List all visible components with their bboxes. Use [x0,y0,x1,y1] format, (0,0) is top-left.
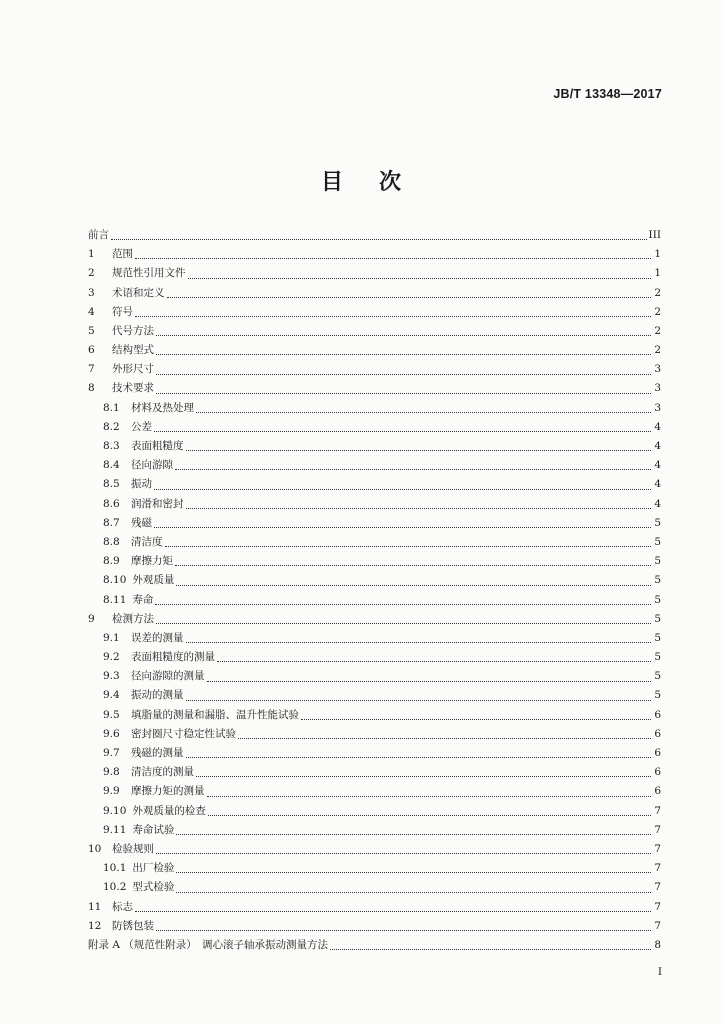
toc-dot-leader [154,527,651,528]
toc-entry-number: 8.7 [103,516,120,529]
toc-entry-page: 3 [654,382,661,395]
toc-entry[interactable] [88,687,661,706]
toc-entry-label: 术语和定义 [112,286,165,299]
toc-entry[interactable] [88,380,661,399]
toc-entry-label: 寿命 [132,593,154,606]
toc-entry-number: 10 [88,842,102,855]
toc-entry-page: 2 [654,305,661,318]
toc-entry[interactable] [88,514,661,533]
toc-dot-leader [176,585,651,586]
toc-entry-page: 3 [654,401,661,414]
toc-entry-page: 6 [654,727,661,740]
toc-dot-leader [208,815,651,816]
toc-entry[interactable] [88,706,661,725]
toc-entry-label: 外形尺寸 [112,363,154,376]
toc-entry[interactable] [88,533,661,552]
toc-entry-page: 7 [654,804,661,817]
toc-entry[interactable] [88,360,661,379]
toc-dot-leader [156,623,651,624]
toc-entry[interactable] [88,418,661,437]
toc-entry-number: 8.4 [103,459,120,472]
toc-entry-label: 清洁度的测量 [131,766,194,779]
toc-dot-leader [167,297,652,298]
toc-entry-page: 7 [654,862,661,875]
toc-entry-page: 4 [654,497,661,510]
toc-entry-label: 残磁的测量 [131,747,184,760]
toc-entry[interactable] [88,802,661,821]
toc-entry[interactable] [88,878,661,897]
toc-entry-page: 5 [654,651,661,664]
toc-entry-page: 7 [654,900,661,913]
toc-entry[interactable] [88,898,661,917]
toc-entry-number: 1 [88,248,95,261]
toc-entry-number: 11 [88,900,102,913]
toc-entry[interactable] [88,571,661,590]
toc-entry[interactable] [88,744,661,763]
toc-entry-number: 9.2 [103,651,120,664]
toc-entry[interactable] [88,591,661,610]
toc-entry-label: 范围 [112,248,133,261]
toc-entry-number: 9.1 [103,631,120,644]
toc-entry-number: 8.10 [103,574,127,587]
toc-dot-leader [135,911,651,912]
toc-entry-number: 9.9 [103,785,120,798]
toc-entry-page: 7 [654,823,661,836]
table-of-contents [88,226,661,955]
toc-entry-page: 3 [654,363,661,376]
toc-entry-label: 径向游隙 [131,459,173,472]
toc-entry-page: 5 [654,593,661,606]
toc-entry-label: 径向游隙的测量 [131,670,205,683]
toc-entry[interactable] [88,303,661,322]
toc-dot-leader [186,757,652,758]
toc-entry-label: 寿命试验 [132,823,175,836]
toc-entry-number: 9.7 [103,747,120,760]
toc-entry[interactable] [88,245,661,264]
toc-entry-label: 表面粗糙度 [131,440,184,453]
toc-entry-page: 2 [654,286,661,299]
toc-entry-label: 振动的测量 [131,689,184,702]
toc-entry[interactable] [88,552,661,571]
toc-dot-leader [156,354,651,355]
toc-dot-leader [186,508,652,509]
toc-entry-number: 10.2 [103,881,127,894]
toc-entry-label: 摩擦力矩的测量 [131,785,205,798]
toc-entry-label: 标志 [112,900,133,913]
toc-entry-label: 密封圈尺寸稳定性试验 [131,727,236,740]
toc-entry-number: 8.8 [103,535,120,548]
toc-dot-leader [175,565,651,566]
toc-dot-leader [196,776,651,777]
toc-entry-number: 9 [88,612,95,625]
toc-dot-leader [330,949,651,950]
toc-entry-number: 4 [88,305,95,318]
toc-entry-label: 摩擦力矩 [131,555,173,568]
toc-dot-leader [111,239,647,240]
toc-entry-number: 10.1 [103,862,127,875]
toc-entry[interactable] [88,629,661,648]
toc-entry[interactable] [88,725,661,744]
toc-dot-leader [186,700,652,701]
toc-entry-page: 4 [654,459,661,472]
toc-entry-number: 9.6 [103,727,120,740]
toc-entry-page: 5 [654,631,661,644]
toc-entry-label: 检测方法 [112,612,154,625]
toc-entry-number: 8.5 [103,478,120,491]
toc-entry[interactable] [88,936,661,955]
page-number: I [657,966,662,978]
toc-entry-number: 9.11 [103,823,127,836]
toc-entry-label: 清洁度 [131,535,163,548]
toc-dot-leader [156,853,651,854]
toc-dot-leader [186,450,652,451]
toc-entry-label: 附录 A （规范性附录） 调心滚子轴承振动测量方法 [88,938,329,951]
toc-dot-leader [217,661,651,662]
toc-entry-number: 3 [88,286,95,299]
toc-dot-leader [301,719,651,720]
toc-entry-page: 4 [654,440,661,453]
toc-entry[interactable] [88,840,661,859]
toc-entry-label: 规范性引用文件 [112,267,186,280]
toc-entry-label: 代号方法 [112,324,154,337]
toc-entry-label: 技术要求 [112,382,154,395]
toc-entry-number: 8.11 [103,593,127,606]
toc-entry-number: 7 [88,363,95,376]
toc-entry[interactable] [88,859,661,878]
toc-entry-number: 9.4 [103,689,120,702]
toc-entry-label: 残磁 [131,516,152,529]
toc-entry-number: 9.3 [103,670,120,683]
toc-entry-label: 外观质量的检查 [132,804,206,817]
toc-entry-number: 8.3 [103,440,120,453]
toc-entry-number: 9.10 [103,804,127,817]
toc-entry[interactable] [88,264,661,283]
toc-dot-leader [207,681,652,682]
toc-entry-page: 4 [654,420,661,433]
toc-entry-number: 2 [88,267,95,280]
toc-entry[interactable] [88,475,661,494]
toc-dot-leader [165,546,652,547]
toc-dot-leader [196,412,651,413]
toc-entry-label: 检验规则 [112,842,154,855]
toc-entry[interactable] [88,648,661,667]
toc-entry-page: 7 [654,919,661,932]
toc-entry-label: 材料及热处理 [131,401,194,414]
toc-dot-leader [238,738,651,739]
toc-entry-label: 误差的测量 [131,631,184,644]
toc-entry-label: 结构型式 [112,344,154,357]
toc-dot-leader [188,278,652,279]
toc-entry[interactable] [88,821,661,840]
toc-entry-label: 前言 [88,228,109,241]
toc-entry-page: 6 [654,766,661,779]
toc-dot-leader [154,431,651,432]
toc-entry[interactable] [88,284,661,303]
toc-dot-leader [155,604,651,605]
toc-entry-page: 4 [654,478,661,491]
toc-entry-label: 符号 [112,305,133,318]
toc-entry[interactable] [88,495,661,514]
toc-entry-number: 5 [88,324,95,337]
toc-entry-page: III [648,228,661,241]
toc-entry[interactable] [88,782,661,801]
toc-entry-label: 填脂量的测量和漏脂、温升性能试验 [131,708,299,721]
toc-entry-page: 6 [654,785,661,798]
toc-entry-label: 型式检验 [132,881,175,894]
toc-entry-number: 8.6 [103,497,120,510]
toc-entry[interactable] [88,226,661,245]
toc-entry[interactable] [88,341,661,360]
toc-entry-page: 5 [654,670,661,683]
toc-entry-number: 8.1 [103,401,120,414]
toc-entry-number: 9.5 [103,708,120,721]
toc-entry[interactable] [88,917,661,936]
toc-entry-label: 振动 [131,478,152,491]
toc-dot-leader [156,393,651,394]
title-char-1: 目 [320,170,345,195]
page-title [0,165,724,196]
toc-entry-page: 6 [654,747,661,760]
toc-dot-leader [176,892,651,893]
toc-dot-leader [175,469,651,470]
toc-entry-page: 5 [654,555,661,568]
title-char-2: 次 [379,170,404,195]
toc-entry-page: 5 [654,516,661,529]
toc-entry-page: 2 [654,344,661,357]
toc-dot-leader [176,834,651,835]
toc-entry-number: 8.2 [103,420,120,433]
toc-entry-page: 5 [654,689,661,702]
toc-entry[interactable] [88,667,661,686]
toc-dot-leader [176,872,651,873]
toc-entry-label: 防锈包装 [112,919,154,932]
toc-entry-number: 6 [88,344,95,357]
toc-entry-page: 8 [654,938,661,951]
toc-dot-leader [156,335,651,336]
toc-entry-page: 2 [654,324,661,337]
toc-entry-label: 外观质量 [132,574,175,587]
toc-dot-leader [156,930,651,931]
toc-entry[interactable] [88,610,661,629]
toc-entry-number: 8 [88,382,95,395]
toc-entry[interactable] [88,763,661,782]
toc-entry-page: 7 [654,842,661,855]
toc-entry-page: 5 [654,574,661,587]
toc-dot-leader [135,316,651,317]
toc-entry-page: 5 [654,535,661,548]
toc-dot-leader [154,489,651,490]
toc-entry-number: 12 [88,919,102,932]
toc-entry[interactable] [88,322,661,341]
standard-code: JB/T 13348—2017 [553,87,662,101]
toc-entry-label: 润滑和密封 [131,497,184,510]
toc-entry[interactable] [88,456,661,475]
toc-dot-leader [186,642,652,643]
toc-dot-leader [207,796,652,797]
toc-entry-number: 8.9 [103,555,120,568]
toc-entry[interactable] [88,437,661,456]
toc-entry-page: 5 [654,612,661,625]
toc-dot-leader [135,258,651,259]
toc-entry-page: 6 [654,708,661,721]
toc-entry-label: 表面粗糙度的测量 [131,651,215,664]
toc-entry-label: 公差 [131,420,152,433]
toc-entry-page: 1 [654,267,661,280]
toc-entry[interactable] [88,399,661,418]
toc-entry-label: 出厂检验 [132,862,175,875]
toc-entry-page: 1 [654,248,661,261]
toc-dot-leader [156,374,651,375]
toc-entry-number: 9.8 [103,766,120,779]
toc-entry-page: 7 [654,881,661,894]
